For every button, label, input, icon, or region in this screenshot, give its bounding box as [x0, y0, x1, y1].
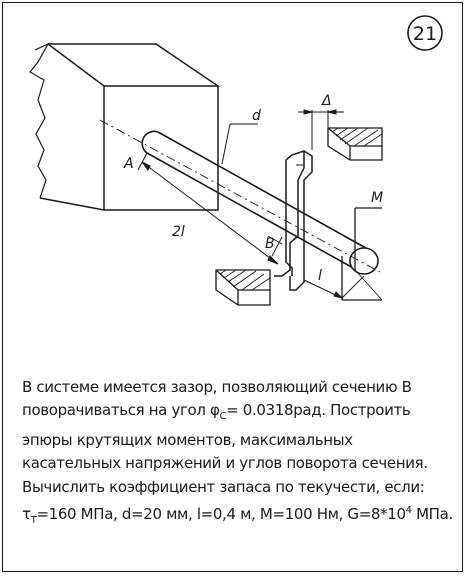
problem-line-3: эпюры крутящих моментов, максимальных: [22, 430, 353, 449]
label-a: A: [124, 156, 134, 172]
problem-number-badge: [408, 16, 442, 50]
dimension-2l: [138, 153, 282, 264]
label-2l: 2l: [172, 224, 185, 240]
shaft: [100, 120, 380, 274]
problem-line-6: $\tau_T=160$ МПа, d=20 мм, l=0,4 м, M=100 Нм, $G=8*10^4$ МПа.: [22, 505, 453, 527]
diameter-callout: [222, 124, 258, 164]
problem-line-4: касательных напряжений и углов поворота сечения.: [22, 454, 428, 473]
label-l: l: [318, 268, 322, 284]
problem-line-2: поворачиваться на угол $\varphi_C= 0.0318рад$. Построить: [22, 401, 411, 423]
lower-stop: [216, 270, 270, 305]
label-d: d: [252, 108, 261, 124]
gap-dimension: [298, 110, 344, 150]
label-m: M: [371, 190, 384, 206]
label-delta: Δ: [322, 93, 332, 109]
problem-line-1: В системе имеется зазор, позволяющий сечению В: [22, 378, 412, 396]
lever-arm: [274, 151, 312, 290]
label-b: B: [265, 236, 275, 252]
wall-block: [30, 44, 218, 210]
problem-number: 21: [412, 23, 438, 45]
dimension-l: [304, 276, 364, 298]
problem-line-5: Вычислить коэффициент запаса по текучести, если:: [22, 477, 425, 496]
problem-text: [22, 376, 452, 532]
upper-stop: [328, 128, 382, 160]
